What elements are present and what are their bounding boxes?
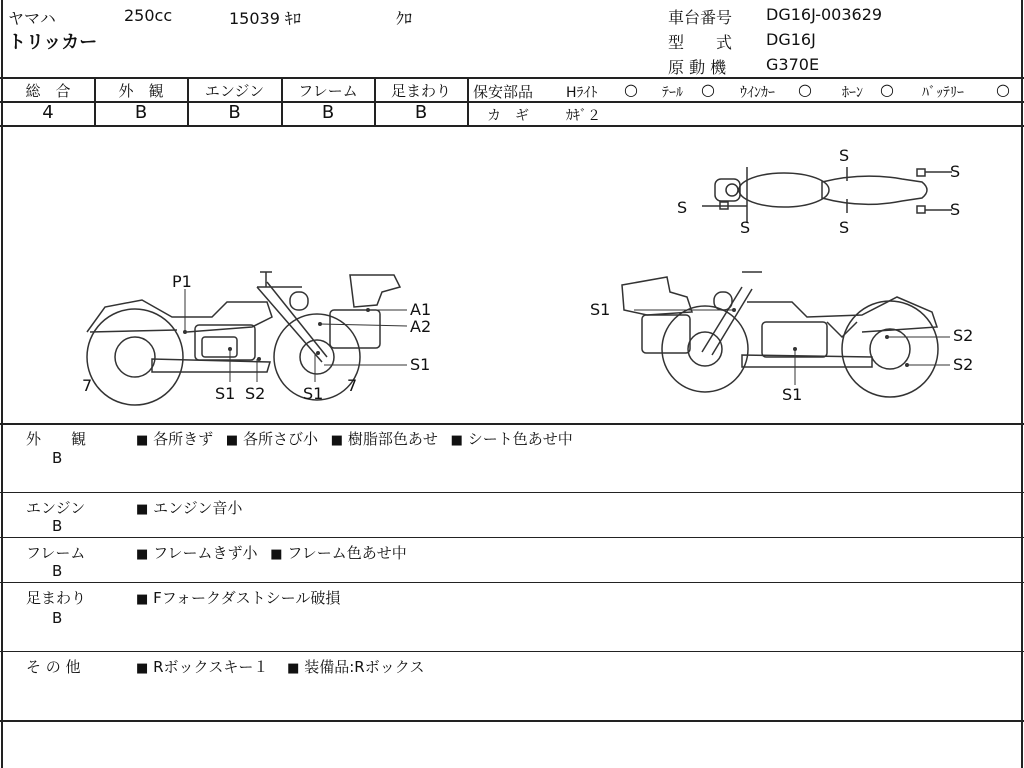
- notes-other-label: そ の 他: [26, 658, 81, 676]
- key-value: ｶｷﾞ２: [566, 108, 601, 124]
- notes-exterior-label: 外 観: [26, 430, 87, 448]
- note-item: 各所きず: [153, 430, 214, 448]
- type-value: DG16J: [766, 30, 816, 49]
- safety-winker: ｳｲﾝｶｰ: [740, 85, 775, 101]
- grade-sep-5: [467, 77, 469, 125]
- safety-tail-status: ○: [701, 80, 715, 99]
- safety-label: 保安部品: [473, 83, 534, 101]
- notes-exterior-grade: B: [52, 449, 63, 467]
- notes-suspension-grade: B: [52, 609, 63, 627]
- mileage: 15039 ｷﾛ: [229, 9, 301, 28]
- mark-left-s2: S2: [245, 384, 266, 403]
- top-view-outline: [702, 167, 952, 223]
- rule-notes-2: [0, 537, 1024, 538]
- grade-header-overall: 総 合: [25, 82, 71, 100]
- displacement: 250cc: [124, 6, 173, 25]
- grade-value-suspension: B: [414, 102, 428, 123]
- mark-left-7-rear: 7: [347, 376, 358, 395]
- safety-tail: ﾃｰﾙ: [662, 85, 683, 101]
- grade-value-overall: 4: [42, 102, 54, 123]
- safety-horn-status: ○: [880, 80, 894, 99]
- mark-left-a1: A1: [410, 300, 432, 319]
- mark-left-p1: P1: [172, 272, 192, 291]
- rule-diagram-bottom: [0, 423, 1024, 425]
- safety-horn: ﾎｰﾝ: [842, 85, 863, 101]
- rule-notes-4: [0, 651, 1024, 652]
- notes-suspension-items: ■ Fフォークダストシール破損: [136, 589, 341, 607]
- notes-frame-items: ■ フレームきず小 ■ フレーム色あせ中: [136, 544, 407, 562]
- marker-dots: [183, 308, 909, 367]
- note-item: 装備品:Rボックス: [304, 658, 425, 676]
- rule-notes-end: [0, 720, 1024, 722]
- notes-suspension-label: 足まわり: [26, 589, 87, 607]
- rule-notes-3: [0, 582, 1024, 583]
- mark-left-s1-right: S1: [410, 355, 431, 374]
- motorcycle-diagram: [2, 127, 1022, 423]
- note-item: フレームきず小: [153, 544, 258, 562]
- grade-value-engine: B: [228, 102, 241, 123]
- notes-other-items: ■ Rボックスキー１ ■ 装備品:Rボックス: [136, 658, 425, 676]
- grade-header-exterior: 外 観: [118, 82, 164, 100]
- notes-engine-label: エンジン: [26, 499, 86, 517]
- mark-top-s-3: S: [677, 198, 688, 217]
- note-item: Fフォークダストシール破損: [153, 589, 341, 607]
- mark-left-s1-wheel: S1: [303, 384, 324, 403]
- type-label: 型 式: [668, 33, 733, 52]
- note-item: 樹脂部色あせ: [347, 430, 438, 448]
- rule-notes-1: [0, 492, 1024, 493]
- frame-no-label: 車台番号: [668, 8, 733, 27]
- grade-header-frame: フレーム: [298, 82, 358, 100]
- mark-top-s-6: S: [839, 218, 850, 237]
- mark-right-s1-box: S1: [590, 300, 611, 319]
- notes-exterior-items: ■ 各所きず ■ 各所さび小 ■ 樹脂部色あせ ■ シート色あせ中: [136, 430, 573, 448]
- mark-top-s-5: S: [740, 218, 751, 237]
- model-name: トリッカー: [8, 32, 98, 53]
- mark-left-7-front: 7: [82, 376, 93, 395]
- mark-top-s-4: S: [950, 200, 961, 219]
- mark-right-s2-lower: S2: [953, 355, 974, 374]
- mark-right-s1-engine: S1: [782, 385, 803, 404]
- note-item: Rボックスキー１: [153, 658, 269, 676]
- safety-battery-status: ○: [996, 80, 1010, 99]
- note-item: 各所さび小: [242, 430, 318, 448]
- engine-label: 原 動 機: [668, 58, 727, 77]
- mark-left-s1-engine: S1: [215, 384, 236, 403]
- rule-header: [0, 77, 1024, 79]
- maker: ヤマハ: [8, 9, 56, 28]
- safety-battery: ﾊﾞｯﾃﾘｰ: [922, 85, 964, 101]
- key-label: カ ギ: [487, 108, 529, 124]
- mark-top-s-2: S: [950, 162, 961, 181]
- mark-top-s-1: S: [839, 146, 850, 165]
- notes-frame-label: フレーム: [26, 544, 86, 562]
- engine-value: G370E: [766, 55, 820, 74]
- grade-header-engine: エンジン: [204, 82, 265, 100]
- note-item: フレーム色あせ中: [287, 544, 407, 562]
- safety-headlight-status: ○: [624, 80, 638, 99]
- notes-frame-grade: B: [52, 562, 63, 580]
- notes-engine-items: ■ エンジン音小: [136, 499, 243, 517]
- mark-left-a2: A2: [410, 317, 432, 336]
- notes-engine-grade: B: [52, 517, 63, 535]
- frame-no: DG16J-003629: [766, 5, 883, 24]
- grade-header-suspension: 足まわり: [390, 82, 451, 100]
- mark-right-s2-upper: S2: [953, 326, 974, 345]
- grade-value-frame: B: [321, 102, 335, 123]
- grade-value-exterior: B: [134, 102, 148, 123]
- safety-winker-status: ○: [798, 80, 812, 99]
- safety-headlight: Hﾗｲﾄ: [566, 85, 598, 101]
- note-item: エンジン音小: [153, 499, 243, 517]
- color: ｸﾛ: [396, 9, 413, 28]
- note-item: シート色あせ中: [467, 430, 573, 448]
- right-view-outline: [622, 272, 938, 397]
